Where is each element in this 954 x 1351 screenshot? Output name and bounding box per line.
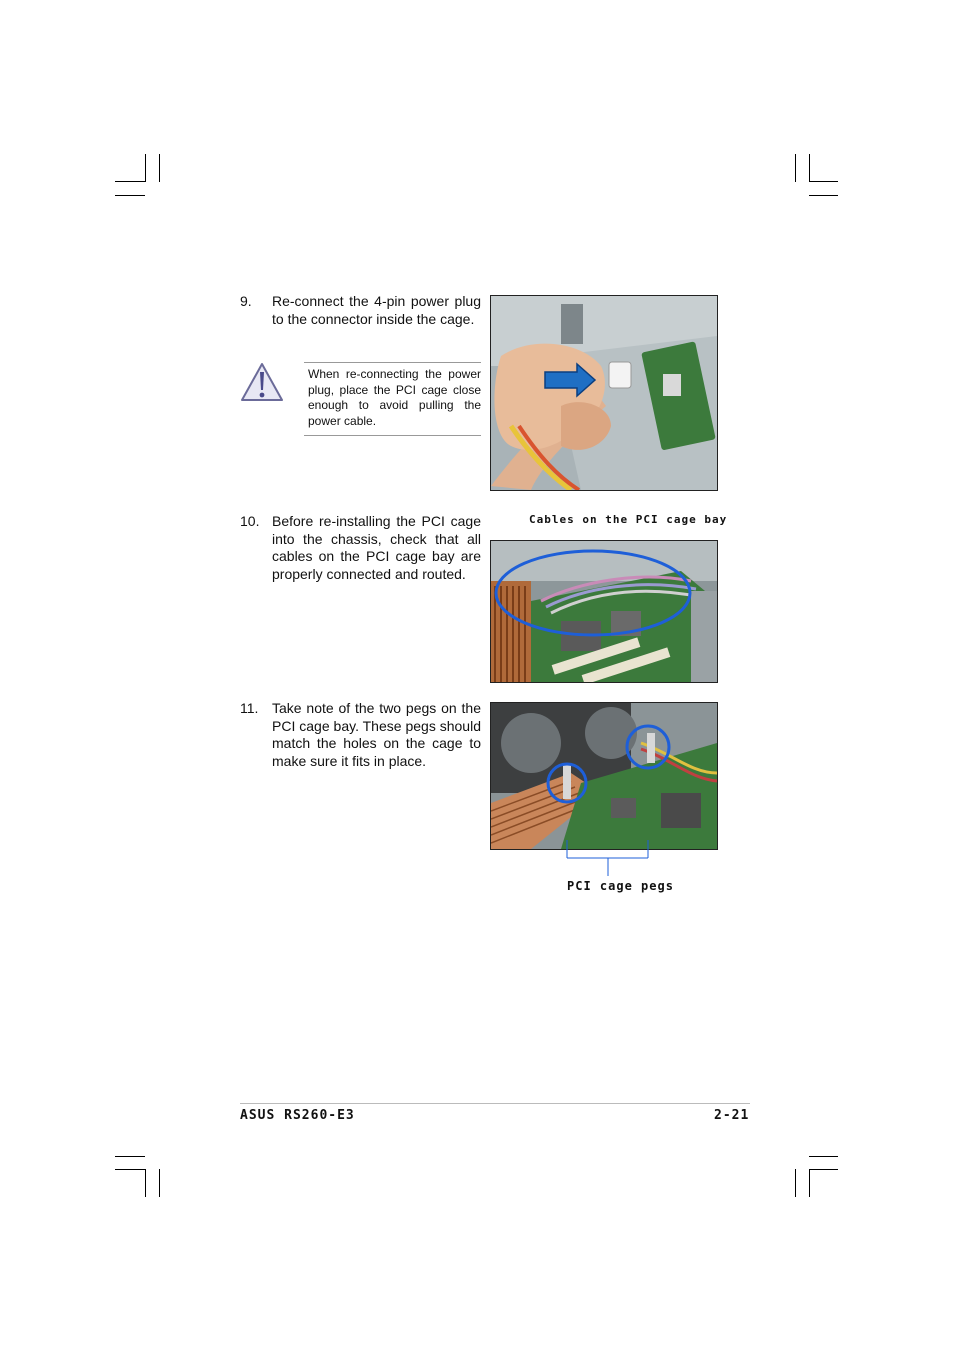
caption-pegs: PCI cage pegs <box>567 879 674 893</box>
step-number: 9. <box>240 293 252 309</box>
note-box <box>304 362 481 436</box>
footer-product: ASUS RS260-E3 <box>240 1108 355 1123</box>
step-text: Re-connect the 4-pin power plug to the connector inside the cage. <box>272 293 481 327</box>
photo-power-plug <box>490 295 718 491</box>
step-number: 10. <box>240 513 260 529</box>
callout-lines <box>560 840 660 880</box>
caption-cables: Cables on the PCI cage bay <box>529 513 728 526</box>
footer-page-number: 2-21 <box>714 1108 750 1123</box>
warning-icon <box>240 362 284 402</box>
step-number: 11. <box>240 700 259 716</box>
note-text: When re-connecting the power plug, place the PCI cage close enough to avoid pulling the power cable. <box>308 367 481 428</box>
step-text: Before re-installing the PCI cage into the chassis, check that all cables on the PCI cage bay are properly connected and routed. <box>272 513 481 582</box>
footer-rule <box>240 1103 750 1104</box>
photo-pegs <box>490 702 718 850</box>
step-text: Take note of the two pegs on the PCI cage bay. These pegs should match the holes on the cage to make sure it fits in place. <box>272 700 481 769</box>
photo-cables <box>490 540 718 683</box>
